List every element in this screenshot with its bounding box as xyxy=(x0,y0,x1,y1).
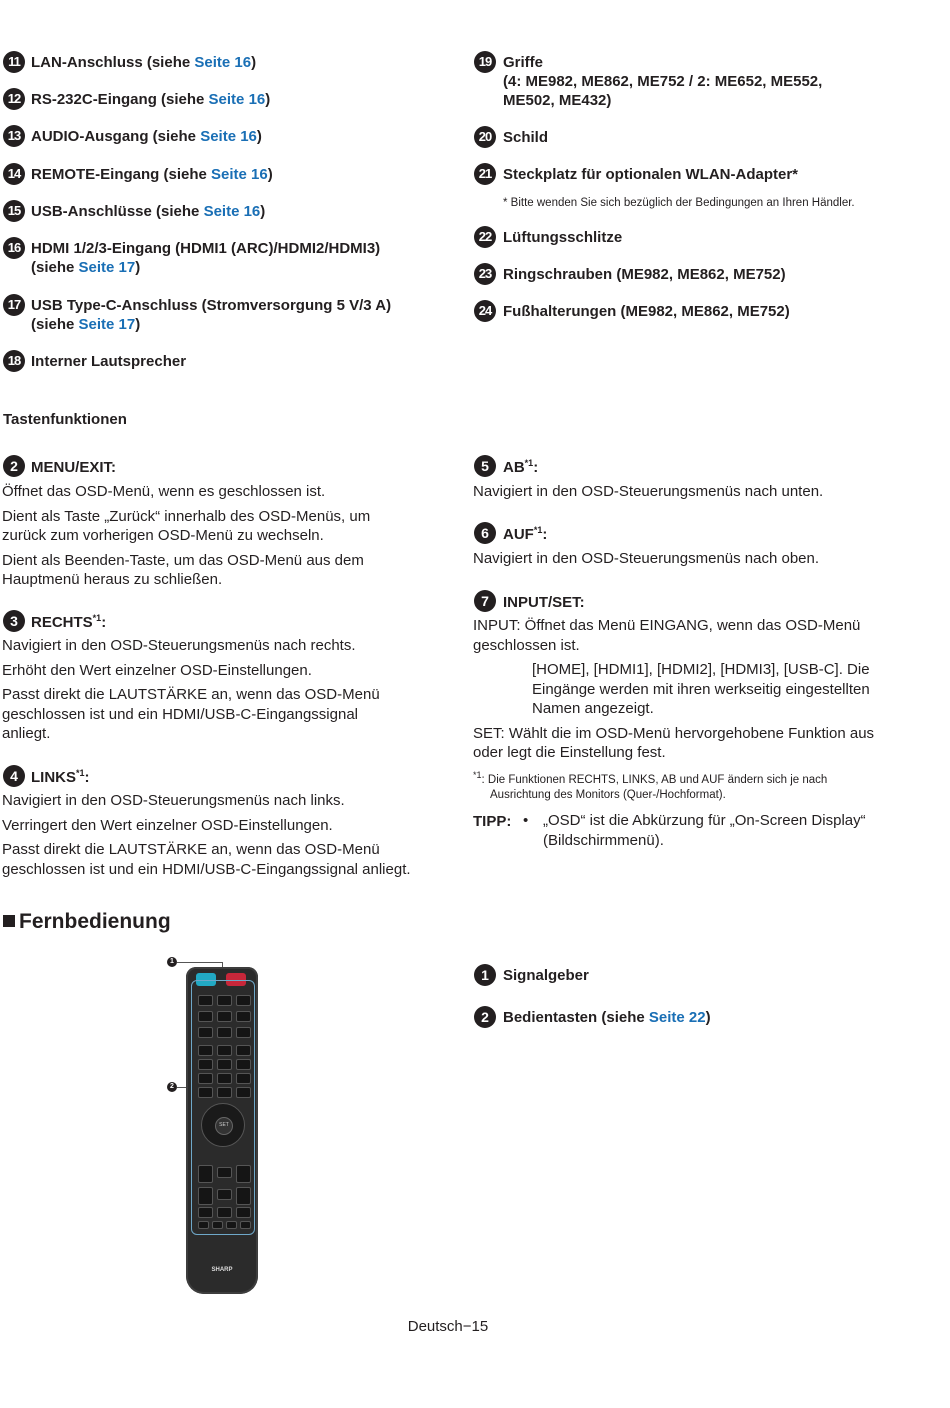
number-badge: 6 xyxy=(474,522,496,544)
item-usb: USB-Anschlüsse (siehe Seite 16) xyxy=(31,203,266,220)
page-link[interactable]: Seite 16 xyxy=(208,91,266,108)
key-input-set-title: INPUT/SET: xyxy=(503,594,585,611)
number-badge: 19 xyxy=(474,51,496,73)
key-input-set-desc: INPUT: Öffnet das Menü EINGANG, wenn das OSD-Menü geschlossen ist. [HOME], [HDMI1], [HDMI2], [HDMI3], [USB-C]. Die Eingänge werden mit ihren werkseitig eingestellten Namen angezeigt. SET: Wählt die im OSD-Menü hervorgehobene Funktion aus oder legt die Einstellung fest. xyxy=(473,617,875,761)
callout-badge: 2 xyxy=(167,1082,177,1092)
number-badge: 3 xyxy=(3,610,25,632)
footnote: $^{*1}$: Die Funktionen RECHTS, LINKS, AB und AUF ändern sich je nach Ausrichtung des Monitors (Quer-/Hochformat). xyxy=(473,770,828,801)
number-badge: 12 xyxy=(3,88,25,110)
navigation-ring-icon: SET xyxy=(201,1103,245,1147)
item-rs232c: RS-232C-Eingang (siehe Seite 16) xyxy=(31,91,271,108)
number-badge: 1 xyxy=(474,964,496,986)
number-badge: 2 xyxy=(3,455,25,477)
page-link[interactable]: Seite 17 xyxy=(78,259,136,276)
number-badge: 15 xyxy=(3,200,25,222)
item-feet: Fußhalterungen (ME982, ME862, ME752) xyxy=(503,303,790,320)
page-link[interactable]: Seite 17 xyxy=(78,316,136,333)
number-badge: 14 xyxy=(3,163,25,185)
callout-line xyxy=(177,962,222,963)
item-signal-emitter: Signalgeber xyxy=(503,967,589,984)
number-badge: 11 xyxy=(3,51,25,73)
key-up-title: AUF$^{*1}$: xyxy=(503,525,548,543)
number-badge: 7 xyxy=(474,590,496,612)
key-up-desc: Navigiert in den OSD-Steuerungsmenüs nach oben. xyxy=(473,550,820,567)
page-link[interactable]: Seite 16 xyxy=(203,203,261,220)
section-heading: Tastenfunktionen xyxy=(3,411,127,428)
key-left-desc: Navigiert in den OSD-Steuerungsmenüs nach links. Verringert den Wert einzelner OSD-Einstellungen. Passt direkt die LAUTSTÄRKE an, wenn das OSD-Menü geschlossen ist und ein HDMI/USB-C-Eingangssignal anliegt. xyxy=(2,792,411,878)
item-eyebolts: Ringschrauben (ME982, ME862, ME752) xyxy=(503,266,786,283)
callout-badge: 1 xyxy=(167,957,177,967)
key-right-title: RECHTS$^{*1}$: xyxy=(31,613,107,631)
item-handles: Griffe (4: ME982, ME862, ME752 / 2: ME652, ME552, ME502, ME432) xyxy=(503,54,823,109)
key-left-title: LINKS$^{*1}$: xyxy=(31,768,90,786)
item-vents: Lüftungsschlitze xyxy=(503,229,623,246)
number-badge: 13 xyxy=(3,125,25,147)
number-badge: 24 xyxy=(474,300,496,322)
item-control-buttons: Bedientasten (siehe Seite 22) xyxy=(503,1009,711,1026)
page-link[interactable]: Seite 16 xyxy=(194,54,252,71)
number-badge: 18 xyxy=(3,350,25,372)
item-audio: AUDIO-Ausgang (siehe Seite 16) xyxy=(31,128,262,145)
page-footer: Deutsch−15 xyxy=(407,1318,489,1335)
key-menu-exit-desc: Öffnet das OSD-Menü, wenn es geschlossen ist. Dient als Taste „Zurück“ innerhalb des OSD-Menüs, um zurück zum vorherigen OSD-Menü zu wechseln. Dient als Beenden-Taste, um das OSD-Menü aus dem Hauptmenü heraus zu schließen. xyxy=(2,483,371,588)
item-remote: REMOTE-Eingang (siehe Seite 16) xyxy=(31,166,273,183)
item-usbc: USB Type-C-Anschluss (Stromversorgung 5 V/3 A) (siehe Seite 17) xyxy=(31,297,392,333)
item-lan: LAN-Anschluss (siehe Seite 16) xyxy=(31,54,257,71)
tip-text: „OSD“ ist die Abkürzung für „On-Screen Display“ (Bildschirmmenü). xyxy=(543,812,866,849)
key-down-desc: Navigiert in den OSD-Steuerungsmenüs nach unten. xyxy=(473,483,824,500)
item-label-plate: Schild xyxy=(503,129,549,146)
number-badge: 21 xyxy=(474,163,496,185)
key-menu-exit-title: MENU/EXIT: xyxy=(31,459,117,476)
tip-label: TIPP: xyxy=(473,813,512,830)
number-badge: 16 xyxy=(3,237,25,259)
remote-heading: Fernbedienung xyxy=(3,910,171,934)
key-down-title: AB$^{*1}$: xyxy=(503,458,539,476)
number-badge: 17 xyxy=(3,294,25,316)
number-badge: 5 xyxy=(474,455,496,477)
number-badge: 22 xyxy=(474,226,496,248)
page-link[interactable]: Seite 22 xyxy=(648,1009,706,1026)
page-link[interactable]: Seite 16 xyxy=(211,166,268,183)
remote-control-image xyxy=(186,967,258,1294)
item-hdmi: HDMI 1/2/3-Eingang (HDMI1 (ARC)/HDMI2/HDMI3) (siehe Seite 17) xyxy=(31,240,381,276)
brand-logo: SHARP xyxy=(211,1267,233,1273)
number-badge: 20 xyxy=(474,126,496,148)
key-right-desc: Navigiert in den OSD-Steuerungsmenüs nach rechts. Erhöht den Wert einzelner OSD-Einstellungen. Passt direkt die LAUTSTÄRKE an, wenn das OSD-Menü geschlossen ist und ein HDMI/USB-C-Eingangssignal anliegt. xyxy=(2,637,380,742)
number-badge: 23 xyxy=(474,263,496,285)
item-wlan-slot: Steckplatz für optionalen WLAN-Adapter* xyxy=(503,166,799,183)
item-speaker: Interner Lautsprecher xyxy=(31,353,187,370)
tip-bullet: • xyxy=(523,812,529,829)
number-badge: 4 xyxy=(3,765,25,787)
control-button-area xyxy=(191,980,255,1235)
square-bullet-icon xyxy=(3,915,15,927)
page-link[interactable]: Seite 16 xyxy=(200,128,257,145)
number-badge: 2 xyxy=(474,1006,496,1028)
wlan-note: * Bitte wenden Sie sich bezüglich der Bedingungen an Ihren Händler. xyxy=(503,197,855,209)
